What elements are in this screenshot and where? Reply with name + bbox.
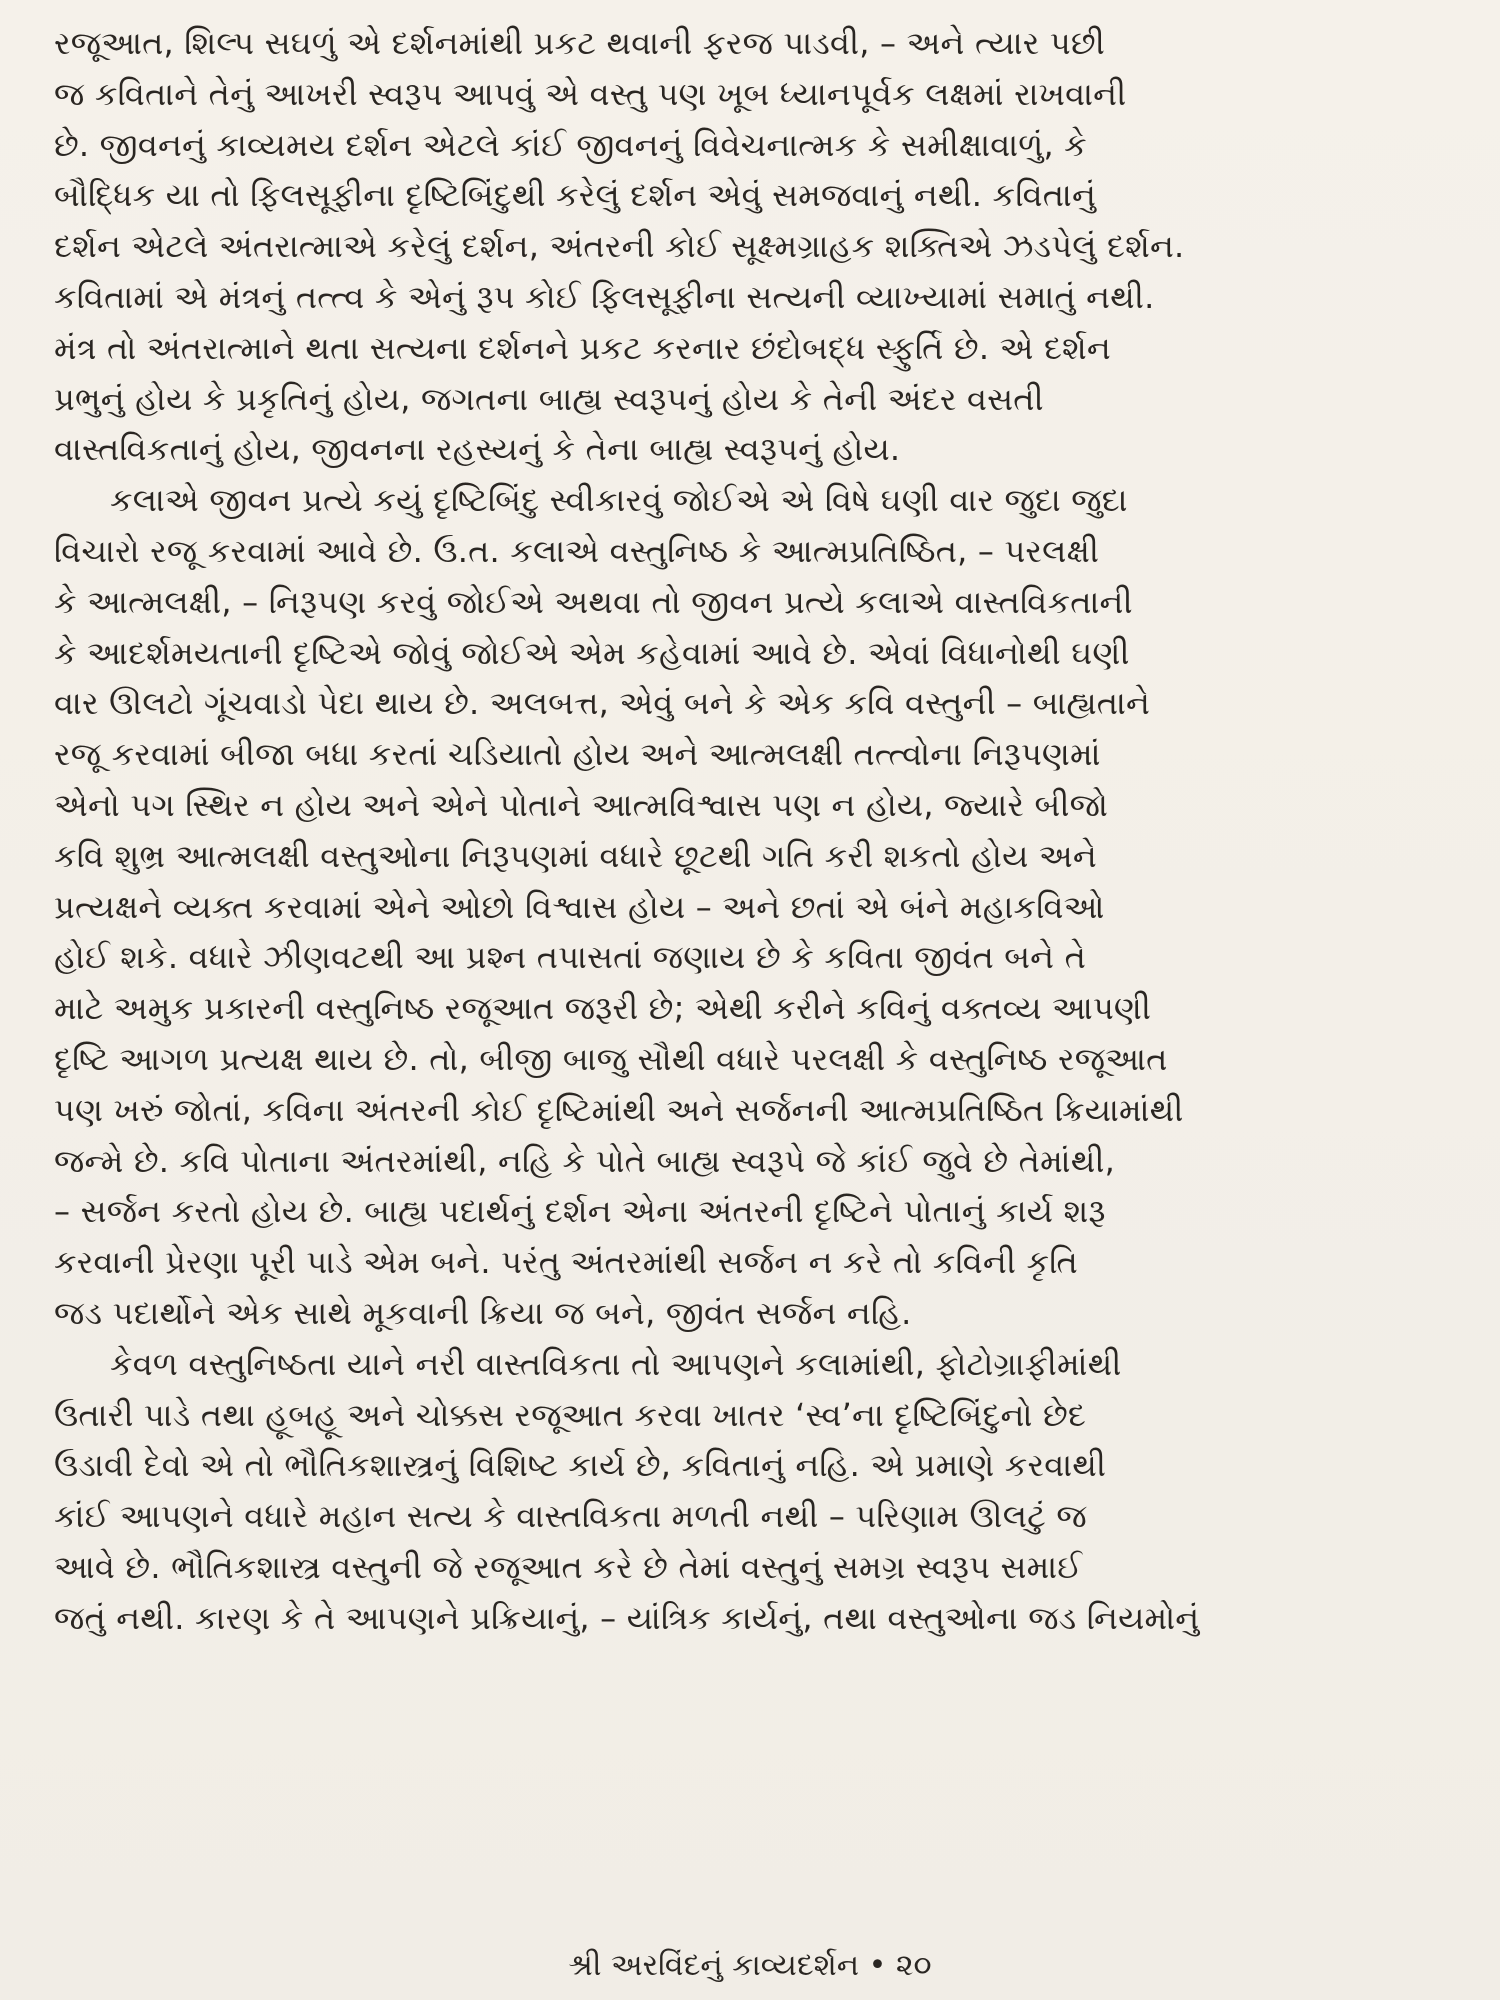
text-line: કરવાની પ્રેરણા પૂરી પાડે એમ બને. પરંતુ અંતરમાંથી સર્જન ન કરે તો કવિની કૃતિ xyxy=(54,1243,1078,1282)
page-footer: શ્રી અરવિંદનું કાવ્યદર્શન • ૨૦ xyxy=(568,1948,932,1983)
text-line: કવિ શુભ્ર આત્મલક્ષી વસ્તુઓના નિરૂપણમાં વધારે છૂટથી ગતિ કરી શકતો હોય અને xyxy=(54,836,1097,875)
paragraph xyxy=(54,18,1454,475)
body-text xyxy=(54,18,1454,1644)
text-line: પ્રત્યક્ષને વ્યક્ત કરવામાં એને ઓછો વિશ્વાસ હોય – અને છતાં એ બંને મહાકવિઓ xyxy=(54,887,1105,926)
text-line: દર્શન એટલે અંતરાત્માએ કરેલું દર્શન, અંતરની કોઈ સૂક્ષ્મગ્રાહક શક્તિએ ઝડપેલું દર્શન. xyxy=(54,227,1185,266)
text-line: કે આત્મલક્ષી, – નિરૂપણ કરવું જોઈએ અથવા તો જીવન પ્રત્યે કલાએ વાસ્તવિકતાની xyxy=(54,582,1133,621)
text-line: પ્રભુનું હોય કે પ્રકૃતિનું હોય, જગતના બાહ્ય સ્વરૂપનું હોય કે તેની અંદર વસતી xyxy=(54,379,1044,418)
text-line: કાંઈ આપણને વધારે મહાન સત્ય કે વાસ્તવિકતા મળતી નથી – પરિણામ ઊલટું જ xyxy=(54,1497,1087,1536)
text-line: રજૂ કરવામાં બીજા બધા કરતાં ચડિયાતો હોય અને આત્મલક્ષી તત્ત્વોના નિરૂપણમાં xyxy=(54,735,1101,774)
paragraph xyxy=(54,1339,1454,1644)
text-line: કે આદર્શમયતાની દૃષ્ટિએ જોવું જોઈએ એમ કહેવામાં આવે છે. એવાં વિધાનોથી ઘણી xyxy=(54,633,1130,672)
text-line: કવિતામાં એ મંત્રનું તત્ત્વ કે એનું રૂપ કોઈ ફિલસૂફીના સત્યની વ્યાખ્યામાં સમાતું નથી. xyxy=(54,277,1155,316)
text-line: જ કવિતાને તેનું આખરી સ્વરૂપ આપવું એ વસ્તુ પણ ખૂબ ધ્યાનપૂર્વક લક્ષમાં રાખવાની xyxy=(54,74,1127,113)
text-line: કેવળ વસ્તુનિષ્ઠતા યાને નરી વાસ્તવિકતા તો આપણને કલામાંથી, ફોટોગ્રાફીમાંથી xyxy=(110,1344,1122,1383)
text-line: ઉડાવી દેવો એ તો ભૌતિકશાસ્ત્રનું વિશિષ્ટ કાર્ય છે, કવિતાનું નહિ. એ પ્રમાણે કરવાથી xyxy=(54,1446,1107,1485)
text-line: પણ ખરું જોતાં, કવિના અંતરની કોઈ દૃષ્ટિમાંથી અને સર્જનની આત્મપ્રતિષ્ઠિત ક્રિયામાંથી xyxy=(54,1090,1184,1129)
text-line: આવે છે. ભૌતિકશાસ્ત્ર વસ્તુની જે રજૂઆત કરે છે તેમાં વસ્તુનું સમગ્ર સ્વરૂપ સમાઈ xyxy=(54,1547,1083,1586)
text-line: વાર ઊલટો ગૂંચવાડો પેદા થાય છે. અલબત્ત, એવું બને કે એક કવિ વસ્તુની – બાહ્યતાને xyxy=(54,684,1151,723)
paragraph xyxy=(54,475,1454,1339)
text-line: દૃષ્ટિ આગળ પ્રત્યક્ષ થાય છે. તો, બીજી બાજુ સૌથી વધારે પરલક્ષી કે વસ્તુનિષ્ઠ રજૂઆત xyxy=(54,1039,1168,1078)
text-line: – સર્જન કરતો હોય છે. બાહ્ય પદાર્થનું દર્શન એના અંતરની દૃષ્ટિને પોતાનું કાર્ય શરૂ xyxy=(54,1192,1106,1231)
text-line: વાસ્તવિકતાનું હોય, જીવનના રહસ્યનું કે તેના બાહ્ય સ્વરૂપનું હોય. xyxy=(54,430,901,469)
text-line: એનો પગ સ્થિર ન હોય અને એને પોતાને આત્મવિશ્વાસ પણ ન હોય, જ્યારે બીજો xyxy=(54,785,1109,824)
text-line: માટે અમુક પ્રકારની વસ્તુનિષ્ઠ રજૂઆત જરૂરી છે; એથી કરીને કવિનું વક્તવ્ય આપણી xyxy=(54,989,1152,1028)
text-line: છે. જીવનનું કાવ્યમય દર્શન એટલે કાંઈ જીવનનું વિવેચનાત્મક કે સમીક્ષાવાળું, કે xyxy=(54,125,1087,164)
text-line: જતું નથી. કારણ કે તે આપણને પ્રક્રિયાનું, – યાંત્રિક કાર્યનું, તથા વસ્તુઓના જડ નિયમોનું xyxy=(54,1598,1200,1637)
text-line: રજૂઆત, શિલ્પ સઘળું એ દર્શનમાંથી પ્રકટ થવાની ફરજ પાડવી, – અને ત્યાર પછી xyxy=(54,24,1105,62)
text-line: જડ પદાર્થોને એક સાથે મૂકવાની ક્રિયા જ બને, જીવંત સર્જન નહિ. xyxy=(54,1293,912,1332)
text-line: હોઈ શકે. વધારે ઝીણવટથી આ પ્રશ્ન તપાસતાં જણાય છે કે કવિતા જીવંત બને તે xyxy=(54,938,1087,977)
text-line: વિચારો રજૂ કરવામાં આવે છે. ઉ.ત. કલાએ વસ્તુનિષ્ઠ કે આત્મપ્રતિષ્ઠિત, – પરલક્ષી xyxy=(54,531,1100,570)
text-line: મંત્ર તો અંતરાત્માને થતા સત્યના દર્શનને પ્રકટ કરનાર છંદોબદ્ધ સ્ફુર્તિ છે. એ દર્શન xyxy=(54,328,1111,367)
text-line: ઉતારી પાડે તથા હૂબહૂ અને ચોક્કસ રજૂઆત કરવા ખાતર ‘સ્વ’ના દૃષ્ટિબિંદુનો છેદ xyxy=(54,1395,1086,1434)
text-line: જન્મે છે. કવિ પોતાના અંતરમાંથી, નહિ કે પોતે બાહ્ય સ્વરૂપે જે કાંઈ જુવે છે તેમાંથી, xyxy=(54,1141,1115,1180)
text-line: બૌદ્ધિક યા તો ફિલસૂફીના દૃષ્ટિબિંદુથી કરેલું દર્શન એવું સમજવાનું નથી. કવિતાનું xyxy=(54,176,1097,215)
text-line: કલાએ જીવન પ્રત્યે કયું દૃષ્ટિબિંદુ સ્વીકારવું જોઈએ એ વિષે ઘણી વાર જુદા જુદા xyxy=(110,481,1128,520)
